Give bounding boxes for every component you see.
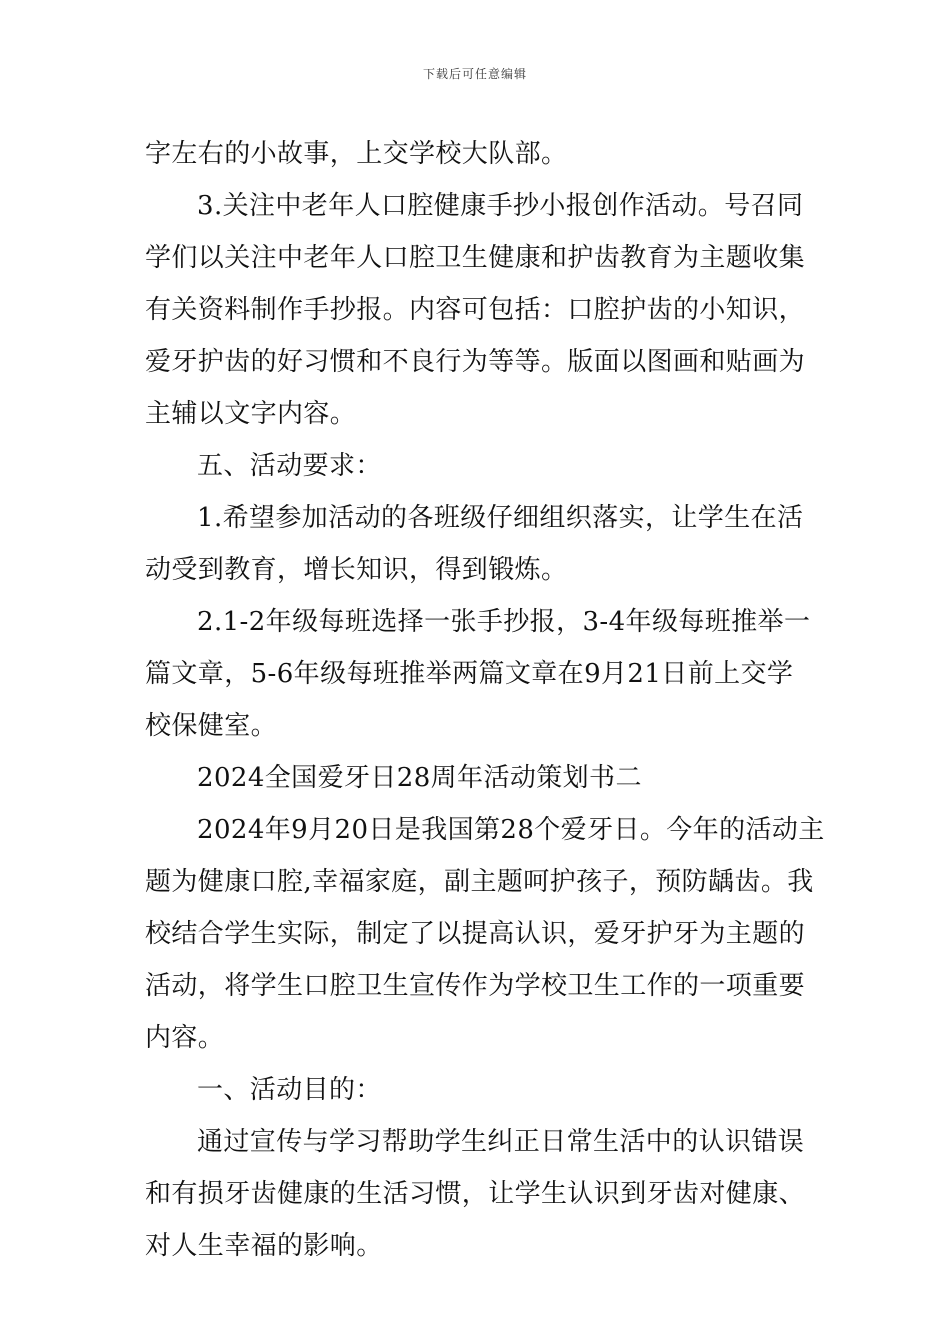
paragraph-line: 2.1-2年级每班选择一张手抄报，3-4年级每班推举一 [197, 607, 811, 637]
paragraph-line: 内容。 [145, 1023, 225, 1053]
page-header: 下载后可任意编辑 [422, 67, 527, 81]
paragraph-line: 1.希望参加活动的各班级仔细组织落实，让学生在活 [197, 503, 804, 533]
paragraph-line: 有关资料制作手抄报。内容可包括：口腔护齿的小知识， [145, 295, 806, 325]
paragraph-line: 动受到教育，增长知识，得到锻炼。 [145, 555, 568, 585]
paragraph-line: 学们以关注中老年人口腔卫生健康和护齿教育为主题收集 [145, 243, 806, 273]
paragraph-line: 篇文章，5-6年级每班推举两篇文章在9月21日前上交学 [145, 659, 794, 689]
paragraph-line: 和有损牙齿健康的生活习惯，让学生认识到牙齿对健康、 [145, 1179, 806, 1209]
paragraph-line: 校结合学生实际，制定了以提高认识，爱牙护牙为主题的 [145, 919, 806, 949]
paragraph-line: 题为健康口腔,幸福家庭，副主题呵护孩子，预防龋齿。我 [145, 867, 814, 897]
paragraph-line: 3.关注中老年人口腔健康手抄小报创作活动。号召同 [197, 191, 804, 221]
paragraph-line: 通过宣传与学习帮助学生纠正日常生活中的认识错误 [197, 1127, 805, 1157]
paragraph-line: 活动，将学生口腔卫生宣传作为学校卫生工作的一项重要 [145, 971, 806, 1001]
paragraph-line: 爱牙护齿的好习惯和不良行为等等。版面以图画和贴画为 [145, 347, 806, 377]
section-heading: 五、活动要求： [197, 451, 382, 481]
section-heading: 一、活动目的： [197, 1075, 382, 1105]
paragraph-line: 字左右的小故事，上交学校大队部。 [145, 139, 568, 169]
document-subtitle: 2024全国爱牙日28周年活动策划书二 [197, 763, 642, 793]
paragraph-line: 主辅以文字内容。 [145, 399, 357, 429]
document-body [145, 128, 825, 1272]
paragraph-line: 2024年9月20日是我国第28个爱牙日。今年的活动主 [197, 815, 825, 845]
paragraph-line: 对人生幸福的影响。 [145, 1231, 383, 1261]
paragraph-line: 校保健室。 [145, 711, 278, 741]
